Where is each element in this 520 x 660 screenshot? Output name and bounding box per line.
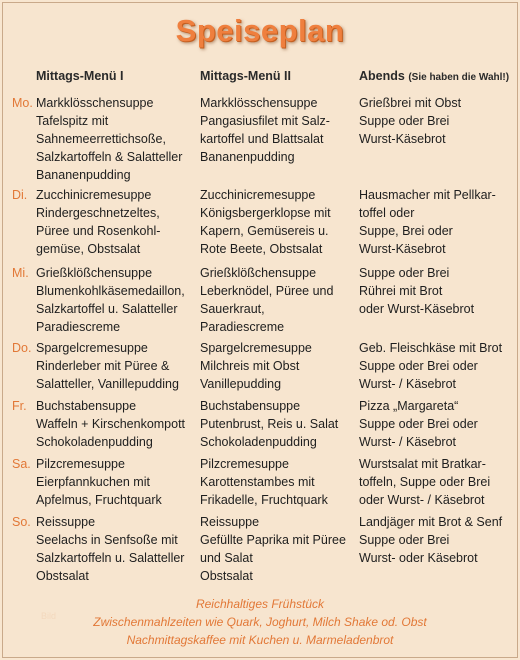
- day-label: So.: [12, 515, 31, 529]
- lunch-1-dish: Buchstabensuppe Waffeln + Kirschenkompott Schokoladenpudding: [36, 399, 186, 449]
- evening-dish: Geb. Fleischkäse mit Brot Suppe oder Brei oder Wurst- / Käsebrot: [359, 341, 503, 391]
- day-label: Fr.: [12, 399, 27, 413]
- footer-afternoon-coffee: Nachmittagskaffee mit Kuchen u. Marmeladenbrot: [126, 633, 394, 647]
- lunch-1-dish: Pilzcremesuppe Eierpfannkuchen mit Apfelmus, Fruchtquark: [36, 457, 162, 507]
- evening-dish: Pizza „Margareta“ Suppe oder Brei oder Wurst- / Käsebrot: [359, 399, 478, 449]
- watermark: Bild: [41, 611, 57, 621]
- footer-breakfast: Reichhaltiges Frühstück: [195, 597, 325, 611]
- header-evening-note: (Sie haben die Wahl!): [408, 72, 510, 83]
- evening-dish: Suppe oder Brei Rührei mit Brot oder Wurst-Käsebrot: [359, 266, 475, 316]
- lunch-1-dish: Grießklößchensuppe Blumenkohlkäsemedaillon, Salzkartoffel u. Salatteller Paradiescreme: [36, 266, 185, 334]
- day-label: Do.: [12, 341, 32, 355]
- day-label: Di.: [12, 188, 28, 202]
- lunch-1-dish: Markklösschensuppe Tafelspitz mit Sahnemeerrettichsoße, Salzkartoffeln & Salatteller Bananenpudding: [36, 96, 183, 182]
- evening-dish: Grießbrei mit Obst Suppe oder Brei Wurst-Käsebrot: [359, 96, 462, 146]
- lunch-1-dish: Zucchinicremesuppe Rindergeschnetzeltes, Püree und Rosenkohl- gemüse, Obstsalat: [36, 188, 161, 256]
- page-title: Speiseplan: [175, 13, 345, 48]
- evening-dish: Hausmacher mit Pellkar- toffel oder Suppe, Brei oder Wurst-Käsebrot: [359, 188, 496, 256]
- lunch-2-dish: Reissuppe Gefüllte Paprika mit Püree und Salat Obstsalat: [200, 515, 346, 583]
- lunch-1-dish: Reissuppe Seelachs in Senfsoße mit Salzkartoffeln u. Salatteller Obstsalat: [36, 515, 185, 583]
- lunch-2-dish: Spargelcremesuppe Milchreis mit Obst Vanillepudding: [200, 341, 312, 391]
- lunch-2-dish: Pilzcremesuppe Karottenstambes mit Frikadelle, Fruchtquark: [200, 457, 328, 507]
- lunch-2-dish: Markklösschensuppe Pangasiusfilet mit Salz- kartoffel und Blattsalat Bananenpudding: [200, 96, 330, 164]
- lunch-2-dish: Buchstabensuppe Putenbrust, Reis u. Salat Schokoladenpudding: [200, 399, 339, 449]
- footer-snacks: Zwischenmahlzeiten wie Quark, Joghurt, Milch Shake od. Obst: [93, 615, 427, 629]
- menu-card: [2, 2, 518, 658]
- lunch-2-dish: Grießklößchensuppe Leberknödel, Püree und Sauerkraut, Paradiescreme: [200, 266, 334, 334]
- header-evening-label: Abends: [359, 69, 405, 83]
- header-menu-2: Mittags-Menü II: [200, 69, 291, 83]
- header-menu-1: Mittags-Menü I: [36, 69, 124, 83]
- day-label: Mo.: [12, 96, 33, 110]
- lunch-1-dish: Spargelcremesuppe Rinderleber mit Püree & Salatteller, Vanillepudding: [36, 341, 179, 391]
- evening-dish: Wurstsalat mit Bratkar- toffeln, Suppe oder Brei oder Wurst- / Käsebrot: [359, 457, 491, 507]
- evening-dish: Landjäger mit Brot & Senf Suppe oder Brei Wurst- oder Käsebrot: [359, 515, 503, 565]
- day-label: Mi.: [12, 266, 29, 280]
- day-label: Sa.: [12, 457, 31, 471]
- lunch-2-dish: Zucchinicremesuppe Königsbergerklopse mit Kapern, Gemüsereis u. Rote Beete, Obstsalat: [200, 188, 331, 256]
- header-evening: [359, 69, 509, 83]
